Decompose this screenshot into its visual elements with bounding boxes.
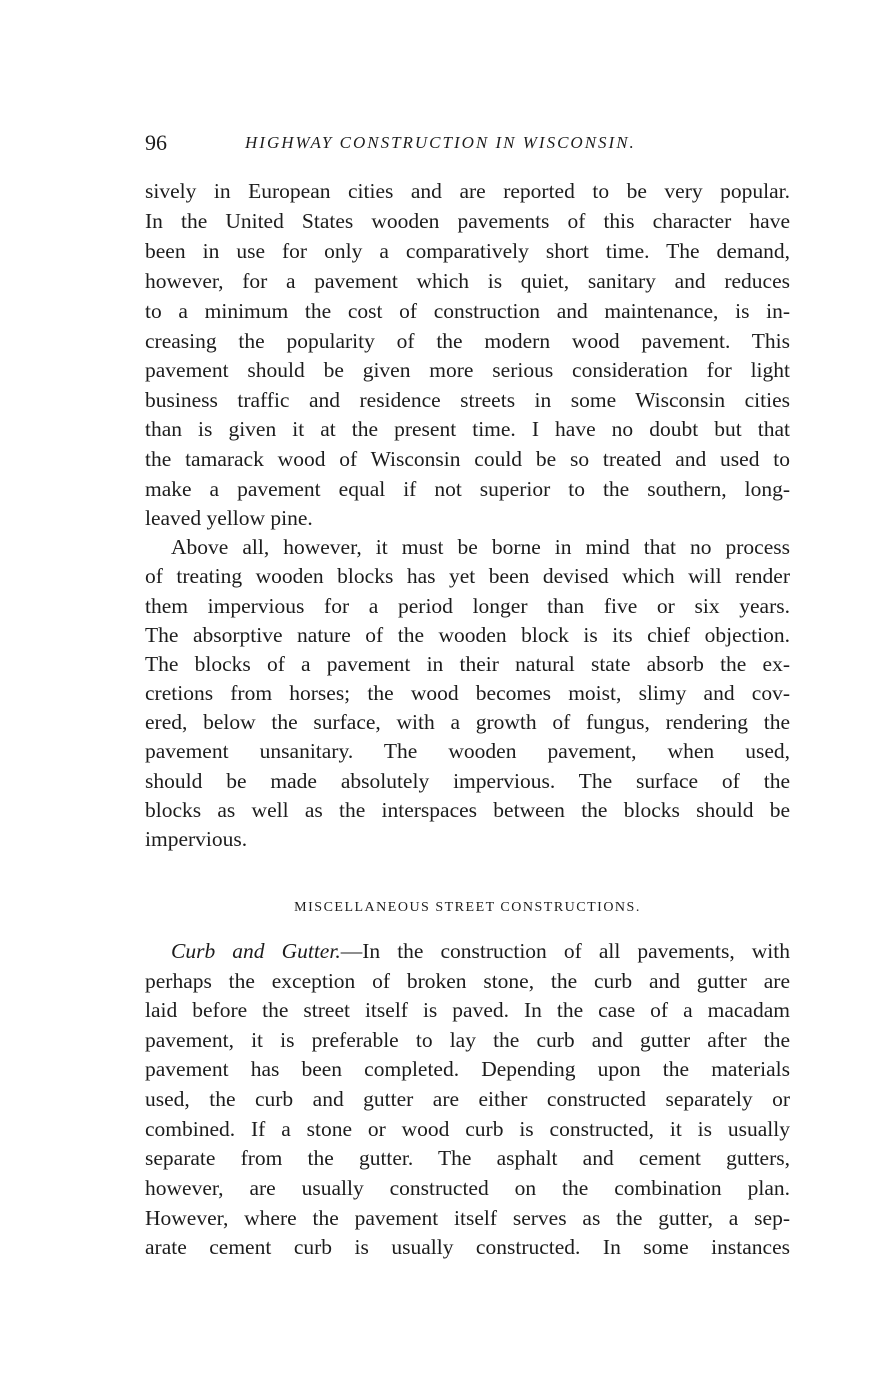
text-line: them impervious for a period longer than five or six years. xyxy=(145,594,790,618)
text-line: sively in European cities and are reported to be very popular. xyxy=(145,179,790,203)
text-line: to a minimum the cost of construction and maintenance, is in- xyxy=(145,299,790,323)
text-line: should be made absolutely impervious. The surface of the xyxy=(145,769,790,793)
text-line: creasing the popularity of the modern wood pavement. This xyxy=(145,329,790,353)
page-number: 96 xyxy=(145,130,167,155)
text-line: However, where the pavement itself serves as the gutter, a sep- xyxy=(145,1206,790,1230)
text-line: separate from the gutter. The asphalt and cement gutters, xyxy=(145,1146,790,1170)
text-line: cretions from horses; the wood becomes moist, slimy and cov- xyxy=(145,681,790,705)
text-line xyxy=(171,936,790,966)
text-line: arate cement curb is usually constructed. In some instances xyxy=(145,1235,790,1259)
text-line: The absorptive nature of the wooden block is its chief objection. xyxy=(145,623,790,647)
text-line: leaved yellow pine. xyxy=(145,506,313,530)
text-line: combined. If a stone or wood curb is constructed, it is usually xyxy=(145,1117,790,1141)
text-span: —In the construction of all pavements, with xyxy=(340,939,790,963)
text-line: make a pavement equal if not superior to the southern, long- xyxy=(145,477,790,501)
text-line: impervious. xyxy=(145,827,248,851)
text-line: than is given it at the present time. I have no doubt but that xyxy=(145,417,790,441)
text-line: pavement, it is preferable to lay the curb and gutter after the xyxy=(145,1028,790,1052)
text-line: perhaps the exception of broken stone, the curb and gutter are xyxy=(145,969,790,993)
text-line: the tamarack wood of Wisconsin could be so treated and used to xyxy=(145,447,790,471)
text-line: Above all, however, it must be borne in mind that no process xyxy=(171,535,790,559)
text-line: The blocks of a pavement in their natural state absorb the ex- xyxy=(145,652,790,676)
text-line: however, are usually constructed on the combination plan. xyxy=(145,1176,790,1200)
page-header xyxy=(145,128,790,158)
text-line: of treating wooden blocks has yet been devised which will render xyxy=(145,564,790,588)
text-line: ered, below the surface, with a growth of fungus, rendering the xyxy=(145,710,790,734)
text-line: used, the curb and gutter are either constructed separately or xyxy=(145,1087,790,1111)
text-line: pavement should be given more serious consideration for light xyxy=(145,358,790,382)
running-head: HIGHWAY CONSTRUCTION IN WISCONSIN. xyxy=(245,133,636,152)
section-heading: MISCELLANEOUS STREET CONSTRUCTIONS. xyxy=(294,900,641,915)
text-line: however, for a pavement which is quiet, sanitary and reduces xyxy=(145,269,790,293)
text-line: In the United States wooden pavements of this character have xyxy=(145,209,790,233)
text-line: blocks as well as the interspaces between the blocks should be xyxy=(145,798,790,822)
text-line: pavement has been completed. Depending upon the materials xyxy=(145,1057,790,1081)
run-in-title: Curb and Gutter. xyxy=(171,939,341,963)
text-line: pavement unsanitary. The wooden pavement, when used, xyxy=(145,739,790,763)
text-line: been in use for only a comparatively short time. The demand, xyxy=(145,239,790,263)
text-line: business traffic and residence streets in some Wisconsin cities xyxy=(145,388,790,412)
text-line: laid before the street itself is paved. In the case of a macadam xyxy=(145,998,790,1022)
